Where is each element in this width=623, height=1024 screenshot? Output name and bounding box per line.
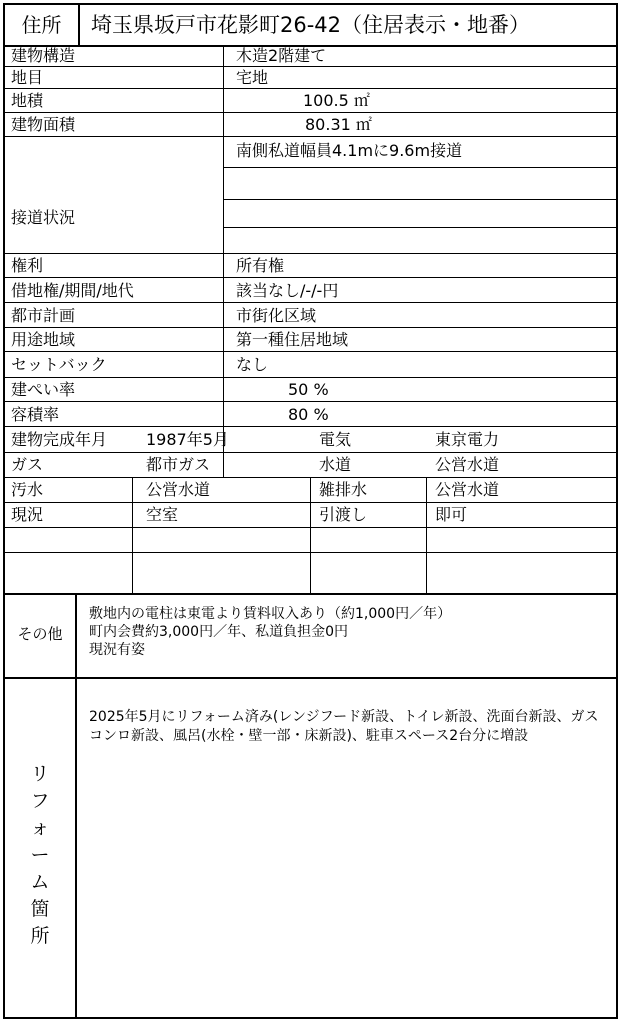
divider-col — [426, 477, 427, 594]
gray-water-value: 公営水道 — [435, 481, 500, 499]
divider-reform — [5, 677, 616, 679]
completion-date-value: 1987年5月 — [146, 431, 229, 449]
zoning-value: 第一種住居地域 — [236, 331, 349, 349]
divider — [5, 253, 616, 254]
land-area-label: 地積 — [11, 92, 44, 110]
reform-label: リフォーム箇所 — [30, 763, 50, 947]
zoning-label: 用途地域 — [11, 331, 76, 349]
other-line-2: 町内会費約3,000円／年、私道負担金0円 — [89, 624, 348, 640]
handover-label: 引渡し — [319, 506, 368, 524]
gas-value: 都市ガス — [146, 456, 211, 474]
structure-label: 建物構造 — [11, 47, 76, 65]
setback-label: セットバック — [11, 356, 107, 374]
handover-value: 即可 — [435, 506, 468, 524]
city-planning-label: 都市計画 — [11, 307, 76, 325]
gas-label: ガス — [11, 456, 44, 474]
current-status-value: 空室 — [146, 506, 179, 524]
water-value: 公営水道 — [435, 456, 500, 474]
structure-value: 木造2階建て — [236, 47, 327, 65]
rights-value: 所有権 — [236, 257, 285, 275]
rights-label: 権利 — [11, 257, 44, 275]
land-category-label: 地目 — [11, 69, 44, 87]
sewage-label: 汚水 — [11, 481, 44, 499]
divider — [223, 227, 616, 228]
sewage-value: 公営水道 — [146, 481, 211, 499]
divider — [5, 351, 616, 352]
land-area-value: 100.5 ㎡ — [303, 92, 370, 110]
coverage-ratio-label: 建ぺい率 — [11, 381, 76, 399]
electricity-value: 東京電力 — [435, 431, 500, 449]
property-info-sheet — [3, 3, 618, 1019]
divider — [5, 377, 616, 378]
water-label: 水道 — [319, 456, 352, 474]
leasehold-value: 該当なし/-/-円 — [236, 282, 339, 300]
divider — [5, 452, 616, 453]
divider — [5, 66, 616, 67]
electricity-label: 電気 — [319, 431, 352, 449]
divider — [5, 302, 616, 303]
divider — [5, 401, 616, 402]
divider-col — [223, 45, 224, 478]
divider — [223, 167, 616, 168]
divider-address-label — [78, 5, 80, 45]
road-access-label: 接道状況 — [11, 209, 76, 227]
divider — [5, 88, 616, 89]
divider — [5, 136, 616, 137]
other-label: その他 — [17, 625, 63, 643]
other-line-3: 現況有姿 — [89, 642, 145, 658]
divider-col — [310, 477, 311, 594]
land-category-value: 宅地 — [236, 69, 269, 87]
city-planning-value: 市街化区域 — [236, 307, 317, 325]
reform-text: 2025年5月にリフォーム済み(レンジフード新設、トイレ新設、洗面台新設、ガスコンロ新設、風呂(水栓・壁一部・床新設)、駐車スペース2台分に増設 — [89, 709, 599, 744]
floor-area-label: 建物面積 — [11, 116, 76, 134]
floor-area-ratio-value: 80 % — [288, 406, 329, 424]
coverage-ratio-value: 50 % — [288, 381, 329, 399]
address-label: 住所 — [21, 13, 62, 37]
setback-value: なし — [236, 356, 269, 374]
divider — [5, 426, 616, 427]
divider-other-label — [75, 593, 77, 1017]
divider — [223, 199, 616, 200]
floor-area-value: 80.31 ㎡ — [305, 116, 372, 134]
gray-water-label: 雑排水 — [319, 481, 368, 499]
completion-date-label: 建物完成年月 — [11, 431, 108, 449]
address-value: 埼玉県坂戸市花影町26-42（住居表示・地番） — [91, 13, 531, 37]
current-status-label: 現況 — [11, 506, 44, 524]
leasehold-label: 借地権/期間/地代 — [11, 282, 134, 300]
road-access-line-1: 南側私道幅員4.1mに9.6m接道 — [236, 142, 463, 160]
divider — [5, 327, 616, 328]
floor-area-ratio-label: 容積率 — [11, 406, 60, 424]
divider — [5, 112, 616, 113]
divider — [5, 277, 616, 278]
divider-col — [132, 477, 133, 594]
other-line-1: 敷地内の電柱は東電より賃料収入あり（約1,000円／年） — [89, 606, 452, 622]
